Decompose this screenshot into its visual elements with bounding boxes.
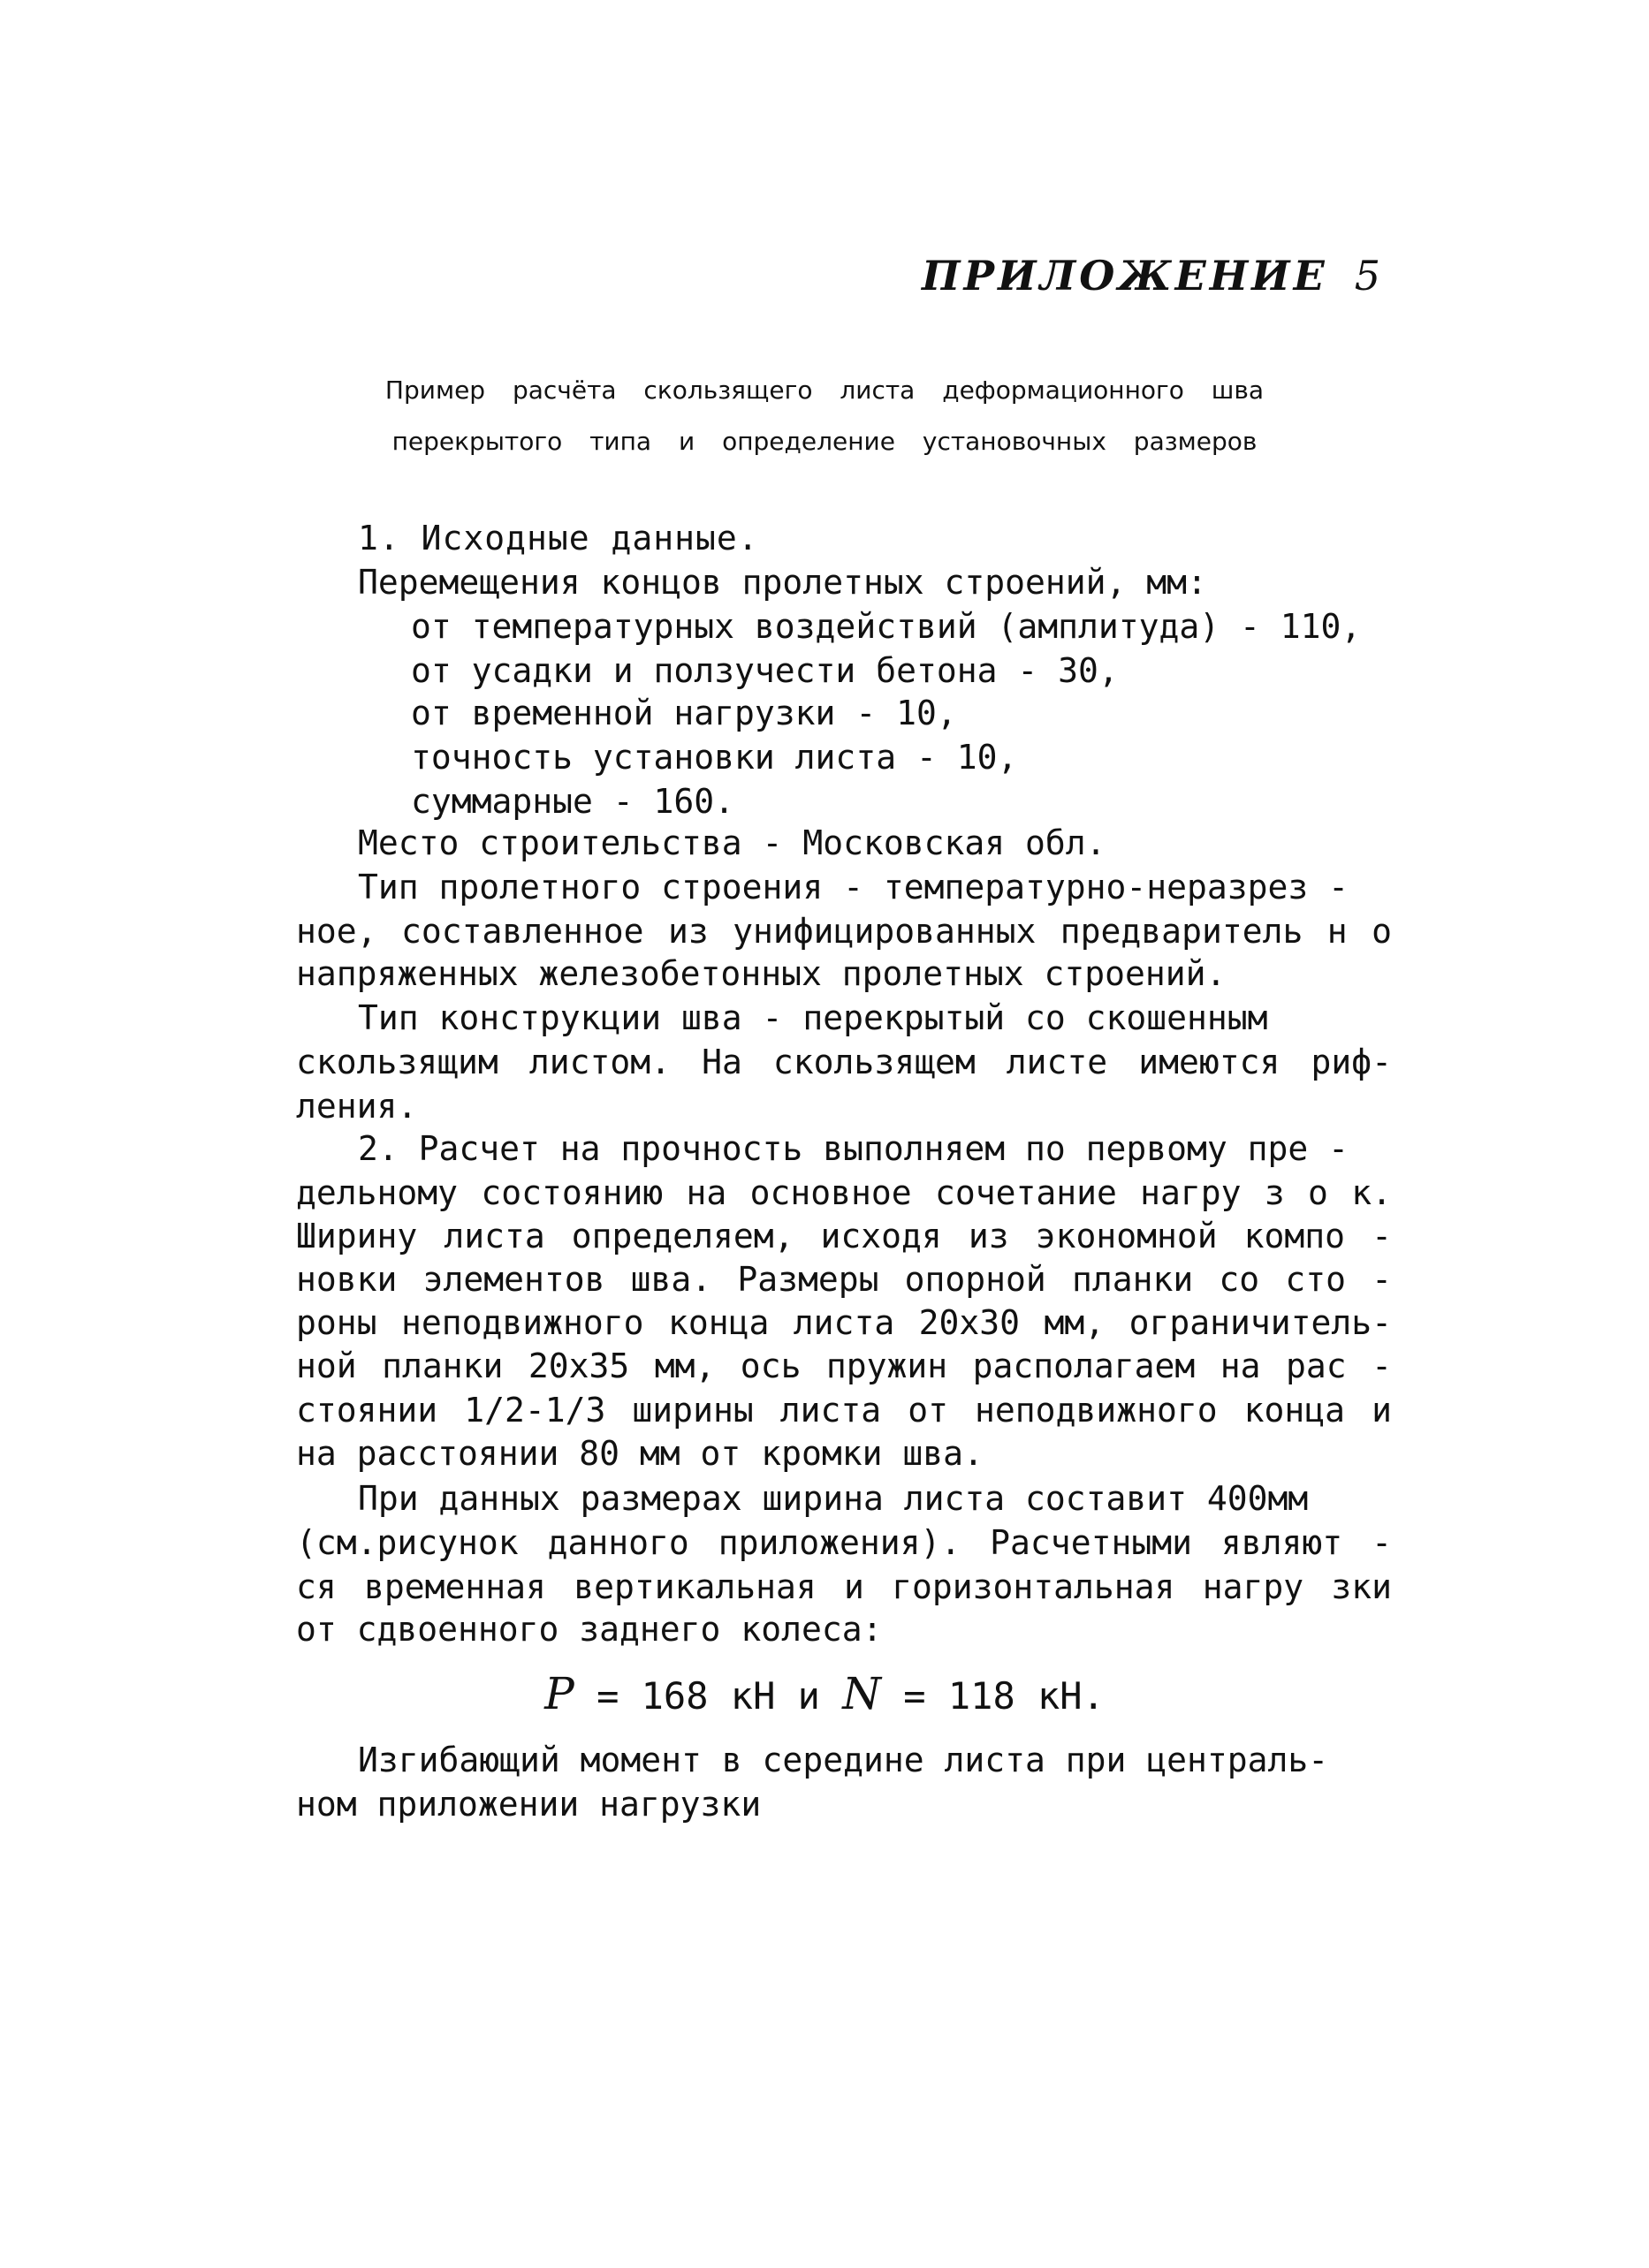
title-line-1: Пример расчёта скользящего листа деформационного шва bbox=[384, 375, 1265, 405]
body-line-14: ления. bbox=[296, 1087, 418, 1126]
load-formula bbox=[0, 1668, 1649, 1719]
body-line-6: точность установки листа - 10, bbox=[411, 738, 1018, 777]
body-line-4: от усадки и ползучести бетона - 30, bbox=[411, 651, 1119, 690]
body-line-10: ное, составленное из унифицированных предваритель н о bbox=[296, 912, 1392, 951]
body-line-11: напряженных железобетонных пролетных строений. bbox=[296, 954, 1227, 993]
body-line-28: ном приложении нагрузки bbox=[296, 1785, 762, 1824]
n-symbol: N bbox=[842, 1668, 881, 1719]
body-line-12: Тип конструкции шва - перекрытый со скошенным bbox=[358, 998, 1268, 1037]
body-line-1: 1. Исходные данные. bbox=[358, 519, 759, 558]
appendix-number: 5 bbox=[1354, 252, 1384, 300]
body-line-8: Место строительства - Московская обл. bbox=[358, 823, 1106, 862]
body-line-9: Тип пролетного строения - температурно-неразрез - bbox=[358, 868, 1349, 906]
body-line-21: стоянии 1/2-1/3 ширины листа от неподвижного конца и bbox=[296, 1391, 1392, 1430]
body-line-25: ся временная вертикальная и горизонтальная нагру зки bbox=[296, 1567, 1392, 1606]
body-line-7: суммарные - 160. bbox=[411, 782, 735, 821]
body-line-26: от сдвоенного заднего колеса: bbox=[296, 1610, 883, 1649]
body-line-15: 2. Расчет на прочность выполняем по первому пре - bbox=[358, 1129, 1349, 1168]
body-line-24: (см.рисунок данного приложения). Расчетными являют - bbox=[296, 1523, 1392, 1562]
body-line-13: скользящим листом. На скользящем листе имеются риф- bbox=[296, 1043, 1392, 1081]
body-line-22: на расстоянии 80 мм от кромки шва. bbox=[296, 1434, 984, 1473]
body-line-5: от временной нагрузки - 10, bbox=[411, 694, 957, 732]
p-value: = 168 кН и bbox=[597, 1674, 820, 1718]
body-line-2: Перемещения концов пролетных строений, мм: bbox=[358, 563, 1207, 602]
body-line-27: Изгибающий момент в середине листа при централь- bbox=[358, 1741, 1329, 1779]
body-line-18: новки элементов шва. Размеры опорной планки со сто - bbox=[296, 1260, 1392, 1299]
appendix-title: ПРИЛОЖЕНИЕ bbox=[922, 252, 1328, 300]
title-line-2: перекрытого типа и определение установочных размеров bbox=[391, 427, 1258, 456]
body-line-17: Ширину листа определяем, исходя из экономной компо - bbox=[296, 1217, 1392, 1255]
body-line-19: роны неподвижного конца листа 20x30 мм, ограничитель- bbox=[296, 1303, 1392, 1342]
body-line-3: от температурных воздействий (амплитуда) - 110, bbox=[411, 607, 1362, 646]
body-line-23: При данных размерах ширина листа составит 400мм bbox=[358, 1479, 1309, 1518]
body-line-20: ной планки 20x35 мм, ось пружин располагаем на рас - bbox=[296, 1346, 1392, 1385]
body-line-16: дельному состоянию на основное сочетание нагру з о к. bbox=[296, 1173, 1392, 1212]
n-value: = 118 кН. bbox=[903, 1674, 1105, 1718]
appendix-heading bbox=[922, 252, 1384, 300]
p-symbol: P bbox=[544, 1668, 574, 1719]
